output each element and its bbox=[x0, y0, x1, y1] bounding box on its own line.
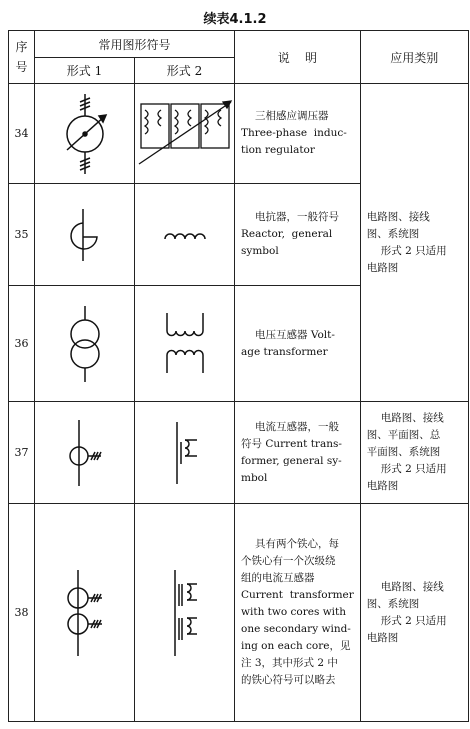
reactor-icon bbox=[35, 184, 135, 286]
current-transformer-winding-icon bbox=[135, 402, 235, 504]
category-cell: 电路图、接线 图、系统图 形式 2 只适用 电路图 bbox=[360, 84, 468, 402]
description-header: 说 明 bbox=[235, 31, 361, 84]
table-row bbox=[9, 402, 469, 504]
description-cell: 电抗器，一般符号 Reactor, general symbol bbox=[235, 184, 361, 286]
symbol-table bbox=[8, 30, 469, 722]
seq-cell: 36 bbox=[9, 286, 35, 402]
seq-header-bottom: 号 bbox=[15, 60, 28, 74]
category-header: 应用类别 bbox=[360, 31, 468, 84]
description-cell: 三相感应调压器 Three-phase induc- tion regulator bbox=[235, 84, 361, 184]
table-row bbox=[9, 84, 469, 184]
seq-header-top: 序 bbox=[15, 40, 28, 54]
category-cell: 电路图、接线 图、平面图、总 平面图、系统图 形式 2 只适用 电路图 bbox=[360, 402, 468, 504]
seq-cell: 38 bbox=[9, 504, 35, 722]
description-cell: 具有两个铁心，每 个铁心有一个次级绕 组的电流互感器 Current transformer with two cores with one secondary wind- ing on each core，见 注 3，其中形式 2 中 的铁心符号可以略去 bbox=[235, 504, 361, 722]
two-core-current-transformer-windings-icon bbox=[135, 504, 235, 722]
seq-header bbox=[9, 31, 35, 84]
two-core-current-transformer-icon bbox=[35, 504, 135, 722]
three-phase-induction-regulator-icon bbox=[35, 84, 135, 184]
page-title: 续表4.1.2 bbox=[203, 12, 267, 27]
seq-cell: 37 bbox=[9, 402, 35, 504]
form1-header: 形式 1 bbox=[35, 58, 135, 84]
table-row bbox=[9, 504, 469, 722]
seq-cell: 34 bbox=[9, 84, 35, 184]
category-cell: 电路图、接线 图、系统图 形式 2 只适用 电路图 bbox=[360, 504, 468, 722]
symbol-group-header: 常用图形符号 bbox=[35, 31, 235, 58]
form2-header: 形式 2 bbox=[135, 58, 235, 84]
current-transformer-icon bbox=[35, 402, 135, 504]
voltage-transformer-windings-icon bbox=[135, 286, 235, 402]
voltage-transformer-icon bbox=[35, 286, 135, 402]
reactor-coil-icon bbox=[135, 184, 235, 286]
description-cell: 电流互感器，一般 符号 Current trans- former, general sy- mbol bbox=[235, 402, 361, 504]
description-cell: 电压互感器 Volt- age transformer bbox=[235, 286, 361, 402]
three-phase-induction-regulator-windings-icon bbox=[135, 84, 235, 184]
seq-cell: 35 bbox=[9, 184, 35, 286]
